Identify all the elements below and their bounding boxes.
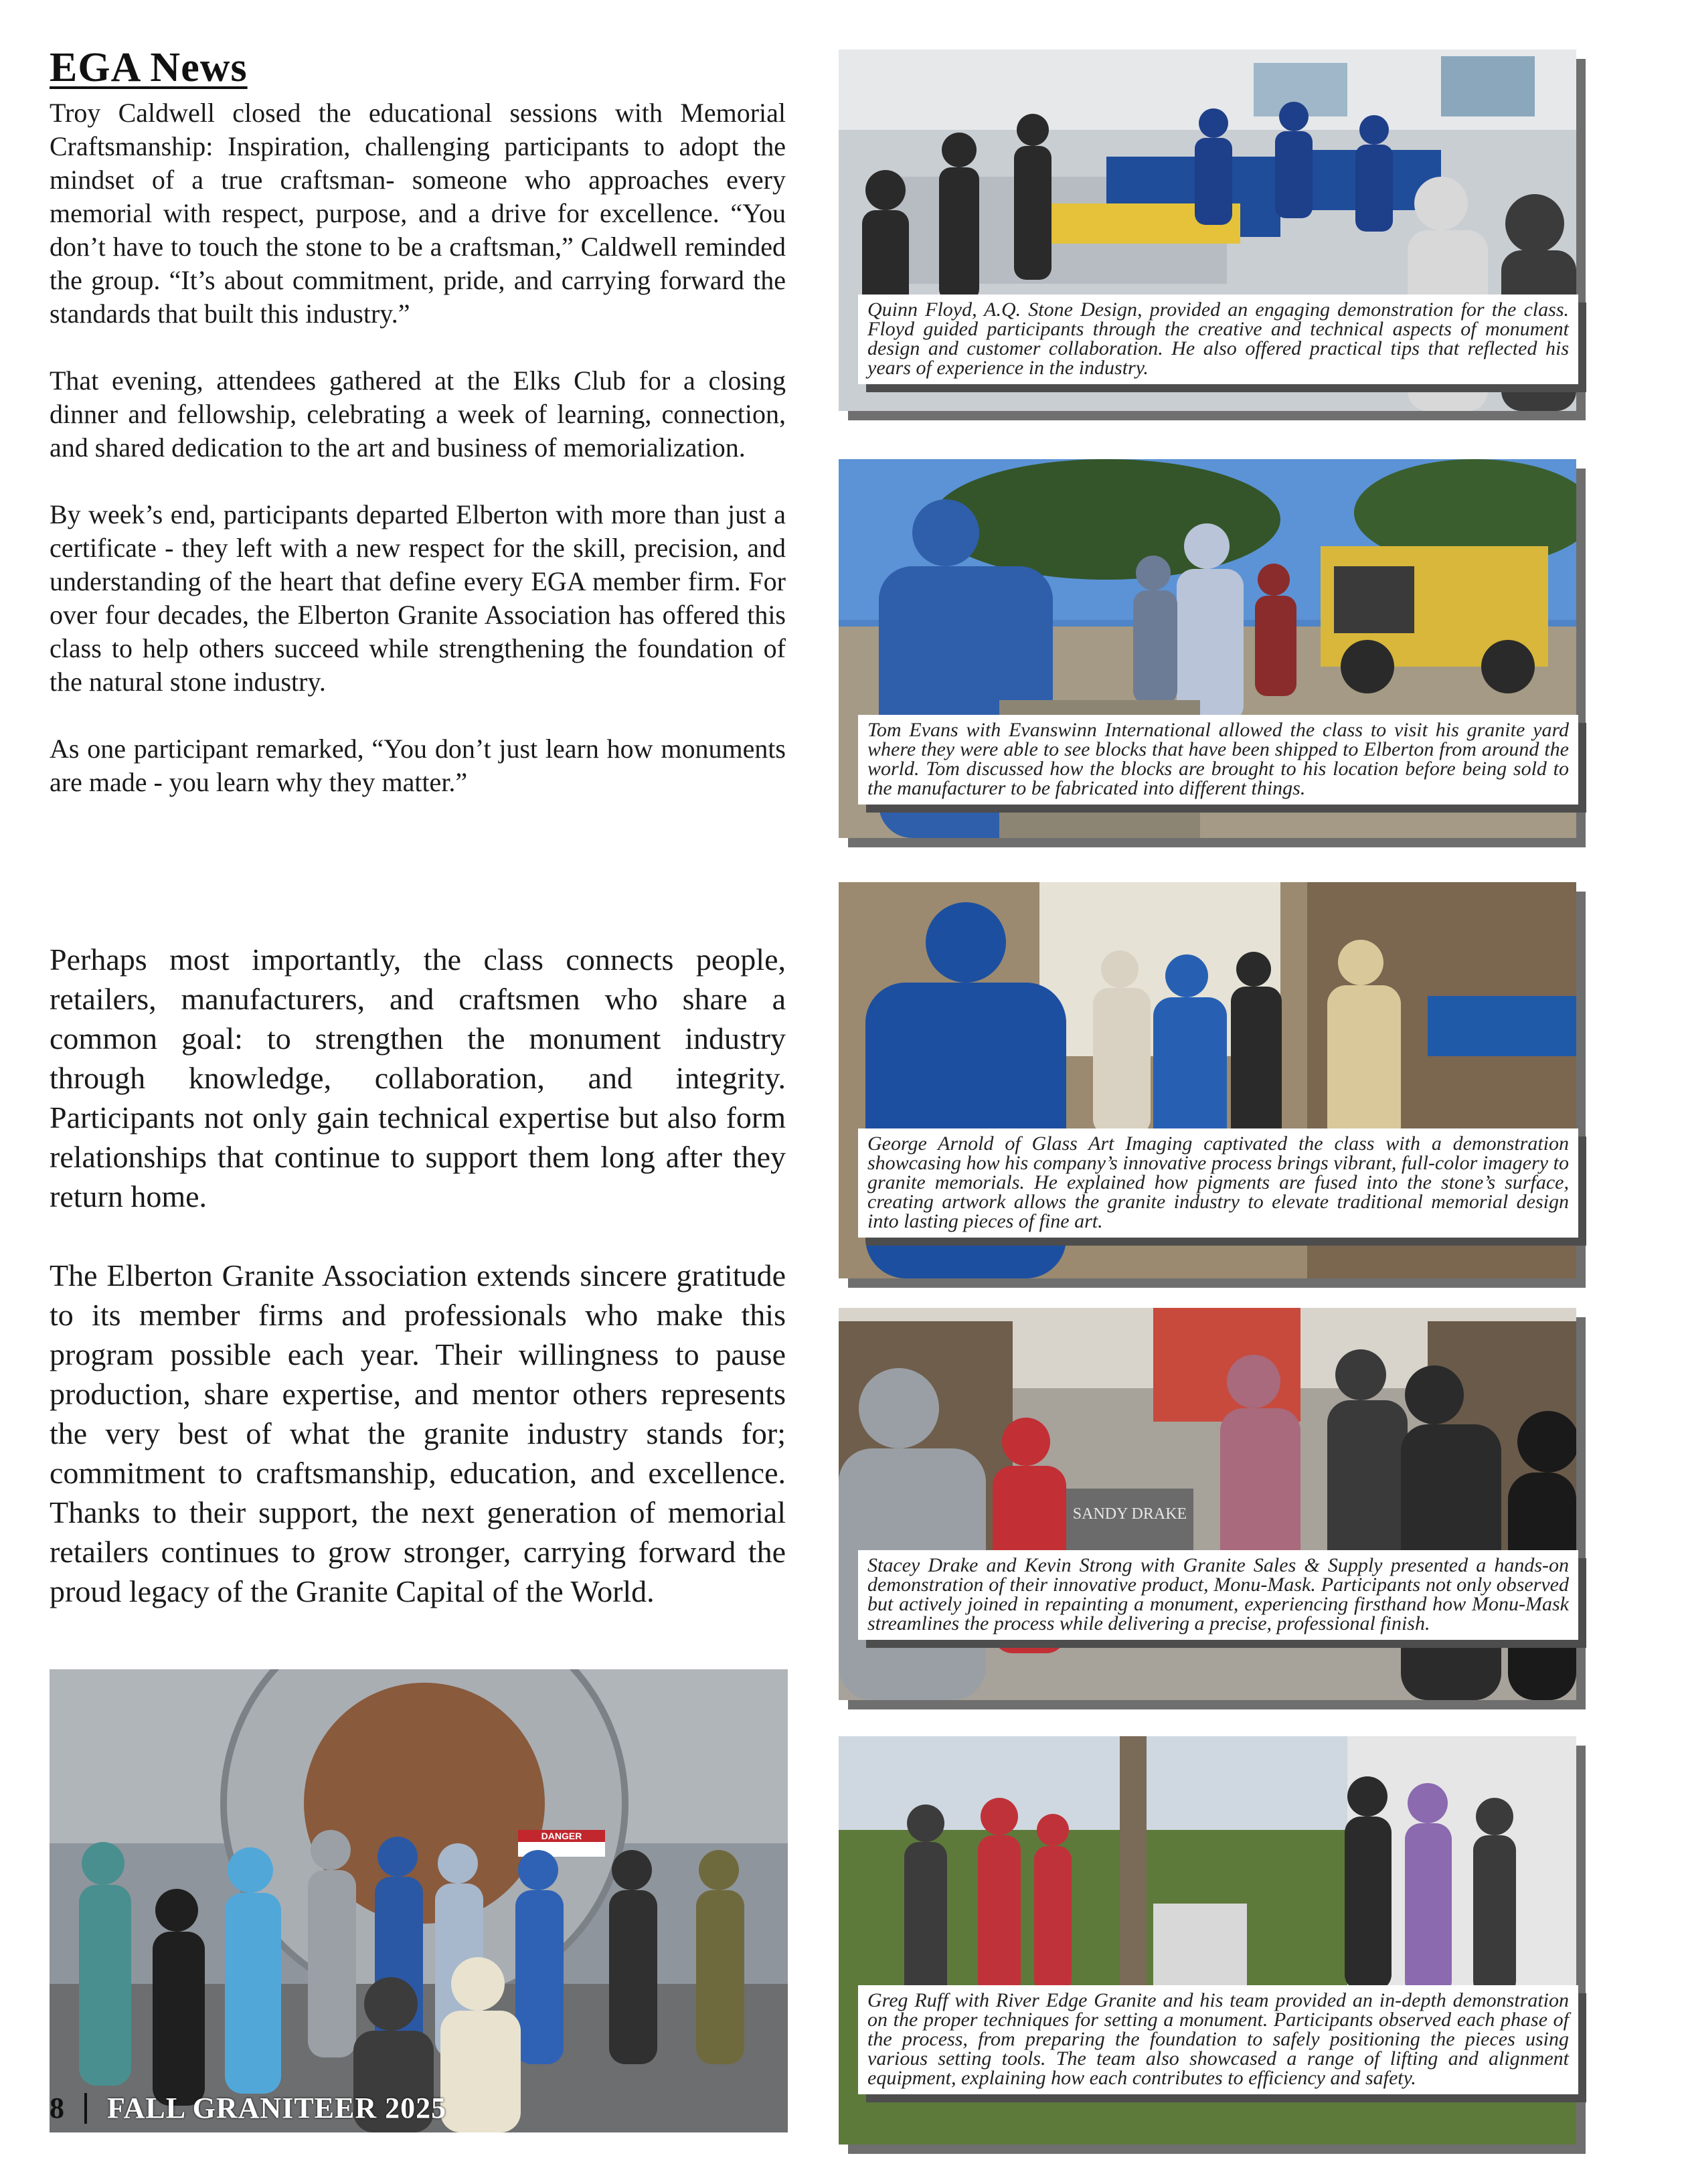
article-intro xyxy=(50,96,786,799)
page-footer xyxy=(50,2091,446,2125)
article-paragraph: Perhaps most importantly, the class connects people, retailers, manufacturers, and craftsmen who share a common goal: to strengthen the monument industry through knowledge, collaboration, and integrity. Participants not only gain technical expertise but also form relationships that continue to support them long after they return home. xyxy=(50,942,786,1213)
danger-sign-text: DANGER xyxy=(541,1831,582,1841)
stone-inscription: SANDY DRAKE xyxy=(1072,1505,1187,1523)
article-paragraph: By week’s end, participants departed Elberton with more than just a certificate - they left with a new respect for the skill, precision, and understanding of the heart that define every EGA member firm. For over four decades, the Elberton Granite Association has offered this class to help others succeed while strengthening the foundation of the natural stone industry. xyxy=(50,499,786,697)
group-photo-image xyxy=(50,1669,788,2132)
article-paragraph: Troy Caldwell closed the educational sessions with Memorial Craftsmanship: Inspiration, challenging participants to adopt the mindset of a true craftsman- someone who approaches every memorial with respect, purpose, and a drive for excellence. “You don’t have to touch the stone to be a craftsman,” Caldwell reminded the group. “It’s about commitment, pride, and carrying forward the standards that built this industry.” xyxy=(50,98,786,329)
page-number: 8 xyxy=(50,2092,64,2124)
section-title: EGA News xyxy=(50,45,248,90)
photo-caption xyxy=(858,1985,1578,2094)
caption-text: George Arnold of Glass Art Imaging captivated the class with a demonstration showcasing how his company’s innovative process brings vibrant, full-color imagery to granite memorials. He explained how pigments are fused into the stone’s surface, creating artwork allows the granite industry to elevate traditional memorial design into lasting pieces of fine art. xyxy=(867,1132,1569,1232)
article-closing xyxy=(50,940,786,1611)
article-paragraph: The Elberton Granite Association extends sincere gratitude to its member firms and professionals who make this program possible each year. Their willingness to pause production, share expertise, and mentor others represents the very best of what the granite industry stands for; commitment to craftsmanship, education, and excellence. Thanks to their support, the next generation of memorial retailers continues to grow stronger, carrying forward the proud legacy of the Granite Capital of the World. xyxy=(50,1258,786,1608)
photo-caption xyxy=(858,715,1578,805)
caption-text: Tom Evans with Evanswinn International allowed the class to visit his granite yard where they were able to see blocks that have been shipped to Elberton from around the world. Tom discussed how the blocks are brought to his location before being sold to the manufacturer to be fabricated into different things. xyxy=(867,719,1569,799)
photo-monu-mask xyxy=(839,1308,1576,1700)
caption-text: Stacey Drake and Kevin Strong with Granite Sales & Supply presented a hands-on demonstration of their innovative product, Monu-Mask. Participants not only observed but actively joined in repainting a monument, experiencing firsthand how Monu-Mask streamlines the process while delivering a precise, professional finish. xyxy=(867,1554,1569,1634)
publication-name: FALL GRANITEER 2025 xyxy=(107,2092,447,2124)
photo-caption xyxy=(858,1128,1578,1238)
group-photo xyxy=(50,1669,788,2132)
caption-text: Greg Ruff with River Edge Granite and his team provided an in-depth demonstration on the proper techniques for setting a monument. Participants observed each phase of the process, from preparing the foundation to safely positioning the pieces using various setting tools. The team also showcased a range of lifting and alignment equipment, explaining how each contributes to efficiency and safety. xyxy=(867,1989,1569,2089)
photo-caption xyxy=(858,1550,1578,1640)
caption-text: Quinn Floyd, A.Q. Stone Design, provided an engaging demonstration for the class. Floyd guided participants through the creative and technical aspects of monument design and customer collaboration. He also offered practical tips that reflected his years of experience in the industry. xyxy=(867,299,1569,379)
divider-icon xyxy=(84,2093,87,2124)
article-paragraph: As one participant remarked, “You don’t just learn how monuments are made - you learn why they matter.” xyxy=(50,734,786,797)
article-paragraph: That evening, attendees gathered at the Elks Club for a closing dinner and fellowship, celebrating a week of learning, connection, and shared dedication to the art and business of memorialization. xyxy=(50,365,786,463)
photo-caption xyxy=(858,295,1578,384)
photo-monu-mask-image xyxy=(839,1308,1576,1700)
